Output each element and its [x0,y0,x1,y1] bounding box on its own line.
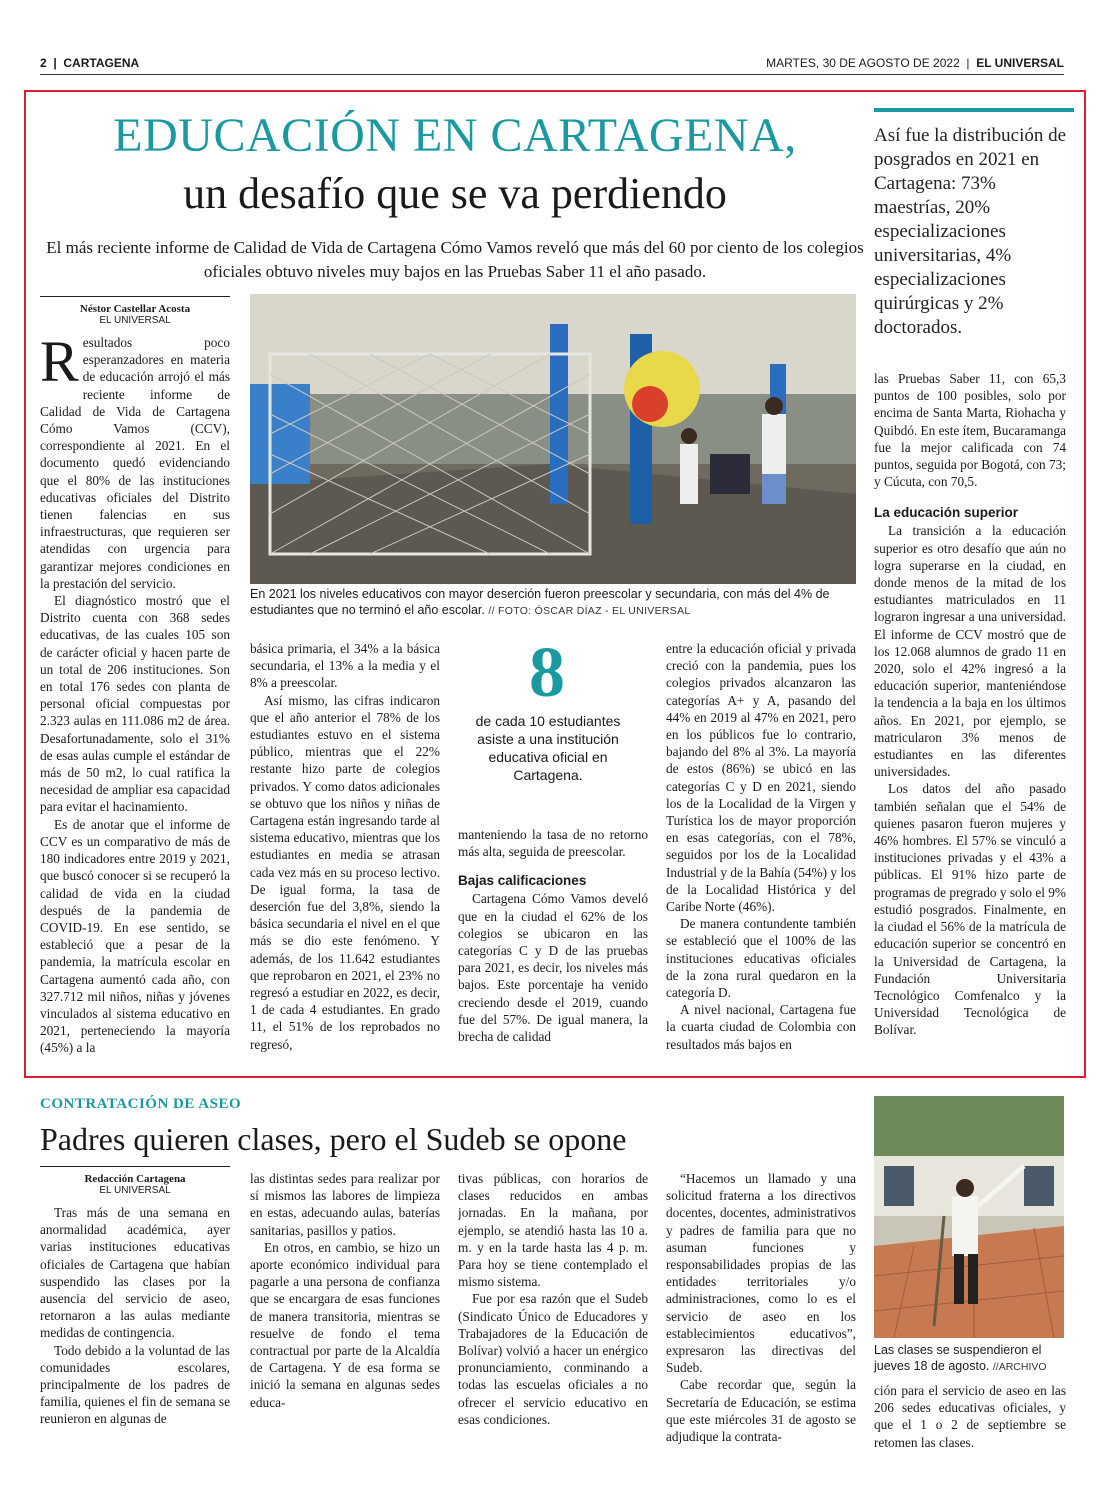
paragraph: tivas públicas, con horarios de clases reducidos en ambas jornadas. En la mañana, por ejemplo, se atendió hasta las 10 a. m. y en la tarde hasta las 4 p. m. Para hoy se tiene contemplado el mismo sistema. [458,1171,648,1290]
second-col-1 [40,1204,230,1484]
newspaper-name: EL UNIVERSAL [976,56,1064,70]
main-title-line1: EDUCACIÓN EN CARTAGENA, [113,109,797,162]
paragraph: Los datos del año pasado también señalan que el 54% de quienes pasaron fueron mujeres y 46% hombres. El 57% se vinculó a instituciones privadas y el 43% a públicas. El 91% hizo parte de programas de pregrado y solo el 9% estudió posgrados. Finalmente, en la ciudad el 56% de la matrícula de educación superior se concentró en la Universidad de Cartagena, la Fundación Universitaria Tecnológico Comfenalco y la Universidad Tecnológica de Bolívar. [874,781,1066,1038]
caption-text: Las clases se suspendieron el jueves 18 de agosto. [874,1343,1042,1373]
paragraph: entre la educación oficial y privada creció con la pandemia, pues los colegios privados alcanzaron las categorías A+ y A, pasando del 44% en 2019 al 47% en 2021, pero en los públicos fue lo contrario, bajando del 8% al 3%. La mayoría de estos (86%) se ubicó en las categorías C y D en 2021, siendo los de la Localidad de la Virgen y Turística los de mayor proporción en esas categorías, con el 78%, seguidos por los de la Localidad Industrial y de la Bahía (54%) y los de la Localidad Histórica y del Caribe Norte (46%). [666,641,856,915]
sidebar-rule [874,108,1074,112]
pull-quote-number: 8 [529,632,565,712]
paragraph: “Hacemos un llamado y una solicitud fraterna a los directivos docentes, docentes, administrativos y padres de familia para que no asuman funciones y responsabilidades propias de las entidades territoriales y/o administraciones, como lo es el servicio de aseo en los establecimientos educativos”, expresaron las directivas del Sudeb. [666,1171,856,1376]
sidebar-fact: Así fue la distribución de posgrados en 2021 en Cartagena: 73% maestrías, 20% especializaciones universitarias, 4% especializaciones quirúrgicas y 2% doctorados. [874,125,1067,338]
paragraph: ción para el servicio de aseo en las 206 sedes educativas oficiales, y que el 1 o 2 de septiembre se retomen las clases. [874,1383,1066,1450]
second-photo [874,1096,1064,1338]
byline-org: EL UNIVERSAL [99,315,171,326]
paragraph: Cabe recordar que, según la Secretaría de Educación, se estima que este miércoles 31 de agosto se adjudique la contrata- [666,1377,856,1445]
main-photo-caption [250,586,856,619]
byline-author: Néstor Castellar Acosta [79,303,191,315]
paragraph: básica primaria, el 34% a la básica secundaria, el 13% a la media y el 8% a preescolar. [250,641,440,691]
paragraph: manteniendo la tasa de no retorno más alta, seguida de preescolar. [458,827,648,860]
main-col-5 [874,370,1066,1072]
patio-cleaning-photo [874,1096,1064,1338]
subhead-educacion-superior: La educación superior [874,505,1019,521]
second-col-3 [458,1170,648,1484]
paragraph: Fue por esa razón que el Sudeb (Sindicato Único de Educadores y Trabajadores de la Educación de Bolívar) volvió a hacer un enérgico pronunciamiento, conminando a todas las escuelas oficiales a no ofrecer el servicio educativo en esas condiciones. [458,1291,648,1427]
main-col-1 [40,334,230,1074]
section-name: CARTAGENA [63,56,140,70]
header-section: 2 | CARTAGENA [40,56,140,70]
paragraph: Cartagena Cómo Vamos develó que en la ciudad el 62% de los colegios se ubicaron en las categorías C y D de las pruebas para 2021, es decir, los niveles más bajos. Este porcentaje ha venido creciendo desde el 2019, cuando fue del 57%. De igual manera, la brecha de calidad [458,891,648,1045]
second-kicker: CONTRATACIÓN DE ASEO [40,1096,242,1112]
page-header [40,54,1064,75]
second-col-5 [874,1382,1066,1482]
caption-text: En 2021 los niveles educativos con mayor deserción fueron preescolar y secundaria, con más del 4% de estudiantes que no terminó el año escolar. [250,587,830,617]
paragraph: las Pruebas Saber 11, con 65,3 puntos de 100 posibles, solo por encima de Santa Marta, Riohacha y Quibdó. En este ítem, Bucaramanga fue la mejor calificada con 74 puntos, seguida por Bogotá, con 73; y Cúcuta, con 70,5. [874,371,1066,490]
main-byline [40,296,230,326]
paragraph: Tras más de una semana en anormalidad académica, ayer varias instituciones educativas oficiales de Cartagena que habían suspendido las clases por la ausencia del servicio de aseo, retornaron a las aulas mediante medidas de contingencia. [40,1205,230,1341]
main-col-4 [666,640,856,1072]
subhead-bajas-calificaciones: Bajas calificaciones [458,873,587,889]
second-headline: Padres quieren clases, pero el Sudeb se opone [40,1121,627,1157]
header-date-paper: MARTES, 30 DE AGOSTO DE 2022 | EL UNIVERSAL [766,56,1064,70]
paragraph: las distintas sedes para realizar por sí mismos las labores de limpieza en estas, adecuando aulas, baterías sanitarias, pasillos y patios. [250,1171,440,1238]
issue-date: MARTES, 30 DE AGOSTO DE 2022 [766,56,960,70]
paragraph: De manera contundente también se estableció que el 100% de las instituciones educativas oficiales de la zona rural quedaron en la categoría D. [666,916,856,1001]
dropcap: R [40,334,79,394]
photo-credit: // FOTO: ÓSCAR DÍAZ - EL UNIVERSAL [488,605,691,617]
paragraph: Todo debido a la voluntad de las comunidades escolares, principalmente de los padres de familia, quienes el fin de semana se reunieron en algunas de [40,1342,230,1427]
main-title-line2: un desafío que se va perdiendo [183,169,727,218]
main-col-2 [250,640,440,1072]
school-corridor-photo [250,294,856,584]
byline-author: Redacción Cartagena [84,1173,186,1185]
paragraph: Así mismo, las cifras indicaron que el año anterior el 78% de los estudiantes estuvo en el sistema público, mientras que el 22% restante hizo parte de colegios privados. Y como datos adicionales se obtuvo que los niños y niñas de Cartagena están ingresando tarde al sistema educativo, mientras que los estudiantes en media se atrasan cada vez más en su proceso lectivo. De igual forma, la tasa de deserción fue del 3,8%, siendo la básica secundaria el nivel en el que más se dio este fenómeno. Y además, de los 11.642 estudiantes que reprobaron en 2021, el 23% no regresó a estudiar en 2022, es decir, 1 de cada 4 estudiantes. En grado 11, el 51% de los reprobados no regresó, [250,692,440,1052]
article-deck: El más reciente informe de Calidad de Vida de Cartagena Cómo Vamos reveló que más del 60 por ciento de los colegios oficiales obtuvo niveles muy bajos en las Pruebas Saber 11 el año pasado. [46,238,864,281]
paragraph: A nivel nacional, Cartagena fue la cuarta ciudad de Colombia con resultados más bajos en [666,1002,856,1052]
paragraph: En otros, en cambio, se hizo un aporte económico individual para pagarle a una persona de confianza que se encargara de esas funciones de manera transitoria, mientras se resuelve de fondo el tema contractual por parte de la Alcaldía de Cartagena. Y de esa forma se inició la semana en algunas sedes educa- [250,1239,440,1410]
main-photo [250,294,856,584]
paragraph: Resultados poco esperanzadores en materia de educación arrojó el más reciente informe de Calidad de Vida de Cartagena Cómo Vamos (CCV), correspondiente al 2021. En el documento quedó evidenciando que el 80% de las instituciones educativas oficiales del Distrito tienen falencias en sus infraestructuras, que requieren ser atendidas con urgencia para garantizar mejores condiciones en la prestación del servicio. [40,334,230,591]
page-number: 2 [40,56,47,70]
paragraph: El diagnóstico mostró que el Distrito cuenta con 368 sedes educativas, de las cuales 105 son de carácter oficial y hacen parte de un total de 206 instituciones. Son en total 176 sedes con planta de personal oficial compuestas por 2.323 aulas en 111.086 m2 de área. Desafortunadamente, solo el 31% de esas aulas cumple el estándar de más de 50 m2, lo cual ratifica la necesidad de ampliar esa capacidad para evitar el hacinamiento. [40,593,230,815]
main-col-3 [458,826,648,1074]
second-col-2 [250,1170,440,1484]
pull-quote-text: de cada 10 estudiantes asiste a una institución educativa oficial en Cartagena. [475,713,621,783]
byline-rule [40,296,230,297]
paragraph: La transición a la educación superior es otro desafío que aún no logra superarse en la ciudad, en donde menos de la mitad de los estudiantes matriculados en 11 lograron ingresar a una universidad. El informe de CCV mostró que de los 12.068 alumnos de grado 11 en 2020, solo el 42% ingresó a la educación superior, manteniéndose la tendencia a la baja en los últimos años. En 2021, por ejemplo, se matricularon 3% menos de estudiantes en las diferentes universidades. [874,523,1066,780]
second-photo-caption [874,1342,1070,1375]
photo-credit: //ARCHIVO [992,1361,1047,1373]
second-byline [40,1166,230,1196]
paragraph: Es de anotar que el informe de CCV es un comparativo de más de 180 indicadores entre 2019 y 2021, que buscó conocer si se recuperó la calidad de vida en la ciudad después de la pandemia de COVID-19. En ese sentido, se estableció que a pesar de la pandemia, la matrícula escolar en Cartagena aumentó cada año, con 327.712 mil niños, niñas y jóvenes vinculados al sistema educativo en 2021, perteneciendo la mayoría (45%) a la [40,816,230,1056]
byline-rule [40,1166,230,1167]
second-col-4 [666,1170,856,1484]
byline-org: EL UNIVERSAL [99,1185,171,1196]
